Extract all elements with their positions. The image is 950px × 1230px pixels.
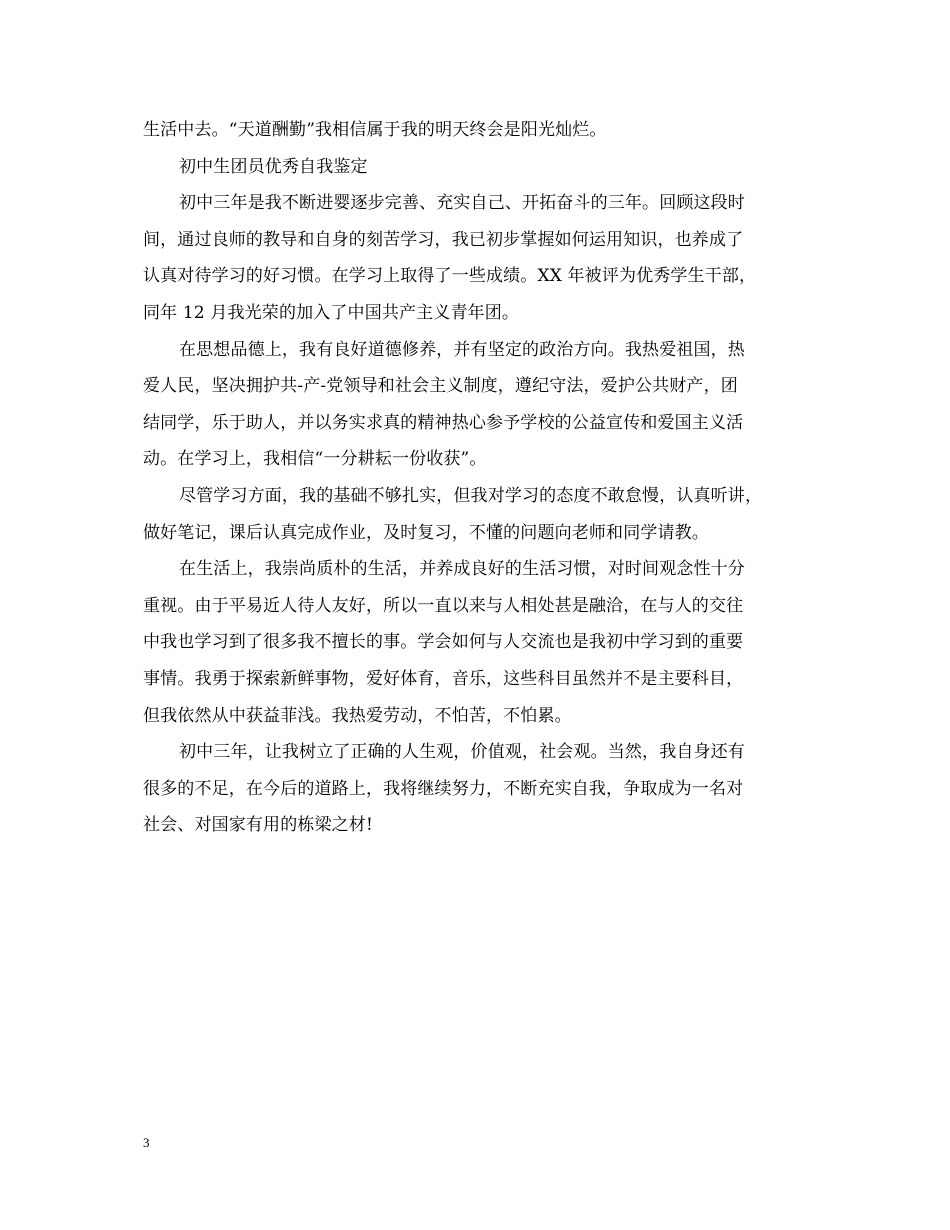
text-line: 动。在学习上，我相信“一分耕耘一份收获”。 [143, 449, 487, 470]
text-line: 初中三年是我不断进婴逐步完善、充实自己、开拓奋斗的三年。回顾这段时 [179, 193, 745, 214]
text-line: 初中三年，让我树立了正确的人生观，价值观，社会观。当然，我自身还有 [179, 742, 745, 763]
text-line: 生活中去。“天道酬勤”我相信属于我的明天终会是阳光灿烂。 [143, 120, 607, 140]
text-line: 在生活上，我崇尚质朴的生活，并养成良好的生活习惯，对时间观念性十分 [179, 559, 745, 580]
text-line: 同年 12 月我光荣的加入了中国共产主义青年团。 [143, 302, 520, 323]
text-line: 但我依然从中获益菲浅。我热爱劳动，不怕苦，不怕累。 [143, 705, 572, 726]
text-line: 事情。我勇于探索新鲜事物，爱好体育，音乐，这些科目虽然并不是主要科目， [143, 668, 744, 689]
text-line: 社会、对国家有用的栋梁之材! [143, 815, 373, 836]
text-line: 中我也学习到了很多我不擅长的事。学会如何与人交流也是我初中学习到的重要 [143, 632, 744, 653]
text-line: 认真对待学习的好习惯。在学习上取得了一些成绩。XX 年被评为优秀学生干部， [143, 266, 757, 287]
text-line: 尽管学习方面，我的基础不够扎实，但我对学习的态度不敢怠慢，认真听讲， [179, 485, 763, 506]
text-line: 爱人民，坚决拥护共-产-党领导和社会主义制度，遵纪守法，爱护公共财产，团 [143, 376, 738, 397]
text-line: 间，通过良师的教导和自身的刻苦学习，我已初步掌握如何运用知识，也养成了 [143, 229, 744, 250]
text-line: 初中生团员优秀自我鉴定 [179, 156, 368, 177]
page-number: 3 [143, 1135, 150, 1150]
text-line: 很多的不足，在今后的道路上，我将继续努力，不断充实自我，争取成为一名对 [143, 778, 744, 799]
text-line: 结同学，乐于助人，并以务实求真的精神热心参予学校的公益宣传和爱国主义活 [143, 412, 744, 433]
text-line: 做好笔记，课后认真完成作业，及时复习，不懂的问题向老师和同学请教。 [143, 522, 709, 543]
text-line: 在思想品德上，我有良好道德修养，并有坚定的政治方向。我热爱祖国，热 [179, 339, 745, 360]
document-body [143, 112, 823, 844]
text-line: 重视。由于平易近人待人友好，所以一直以来与人相处甚是融洽，在与人的交往 [143, 595, 744, 616]
